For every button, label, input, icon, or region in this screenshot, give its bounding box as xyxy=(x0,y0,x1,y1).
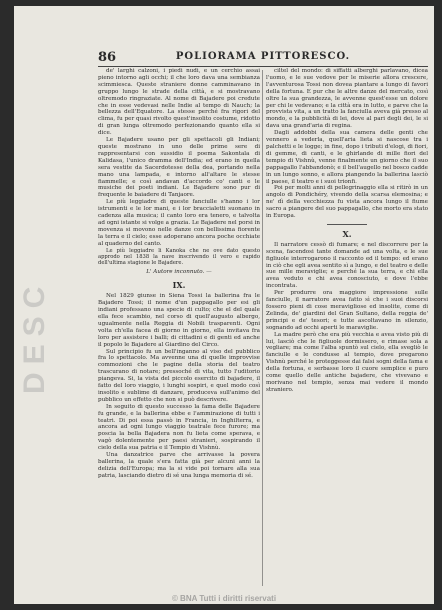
section-divider xyxy=(327,224,367,225)
right-column xyxy=(266,68,428,588)
paragraph: Una danzatrice parve che arrivasse la povera ballerina, la quale s'era fatta già per alcuni anni la delizia dell'Europa; ma la si vide poi tornare alla sua patria, lasciando dietro di sé una lunga memoria di sé. xyxy=(98,452,260,479)
section-heading: X. xyxy=(342,228,352,239)
paragraph: ciltel del mondo: di siffatti alberghi parlavano, dicea l'uomo, e le sue vedove per le miserie allora crescere, l'avventurosa Tossi non dovea piantare a lungo di favori della fortuna. E pur che le altre danze del mercato, così oltre la sua grandezza, le avvenne quest'esse un dolore per chi le vedevano; e la città era in lutto, e parve che la provvista vita, a un tratto la fanciulla aveva già presso al mondo, e la pubblicità di lei, dove al pari degli dei, le si dava una grand'aria di regina. xyxy=(266,68,428,130)
paragraph: Nel 1829 giunse in Siena Tossi la ballerina fra le Bajadere Tossi; il nome d'un pappagallo per esi gli indiani professano una specie di culto; che el del quale ella fece scambio, nel corso di quell'augusto albergo, ugualmente nella Reggia di Nobili trasparenti. Ogni volta ch'ella facea di giorno in giorno, ella invitava fra loro per assistere i balli; di cittadini e di genti ed anche il popolo le Bajadere al Giardino del Circo. xyxy=(98,293,260,348)
paragraph: La madre però che era più vecchia e avea visto più di lui, lasciò che le figliuole dormissero, e rimase sola a vegliare; ma come l'alba spuntò sul cielo, ella svegliò le fanciulle e le condusse al tempio, dove pregarono Vishnù perché le proteggesse dai falsi sogni della fama e della fortuna, e serbasse loro il cuore semplice e puro come quello delle antiche bajadere, che vivevano e morivano nel tempio, senza mai vedere il mondo straniero. xyxy=(266,331,428,393)
journal-title: POLIORAMA PITTORESCO. xyxy=(175,51,351,62)
side-watermark-stamp: DESC xyxy=(18,278,51,394)
paragraph: Le più leggiadre li Kanoka che ne ove dato questo approdo nel 1838 la nave inscrivendo il vero e rapido dell'ultima stagione le Bajadere. xyxy=(98,247,260,267)
paragraph: Poi per molti anni di pellegrinaggio ella si ritirò in un angolo di Pondichéry, vivendo della scarsa elemosina; e ne' dì della vecchiezza fu vista ancora lungo il fiume sacro a piangere del suo pappagallo, che morto era stato in Europa. xyxy=(266,185,428,220)
left-column xyxy=(98,68,260,588)
section-heading: IX. xyxy=(172,280,186,291)
page-header xyxy=(98,50,428,67)
paragraph: de' larghi calzoni, i piedi nudi, e un cerchio assai pieno intorno agli occhi; il che loro dava una sembianza scimmiesca. Queste straniere donne camminavano in gruppo lungo le strade della città, e si mostravano oltremodo ringraziate. Al nome di Bajadere poi credute che in esse vedevasi nelle Indie al tempo di Nauch; la bellezza dell'Equatore. La stesse perché fra rigori del clima, fu per quasi rivolto quest'insolito costume, ridotto di gran lunga oltremodo perfezionando quanto ella si dice. xyxy=(98,68,260,137)
footer-watermark: © BNA Tutti i diritti riservati xyxy=(171,594,277,603)
paragraph: Sul principio fu un bell'inganno al viso del pubblico fra lo spettacolo. Ma avvenne una di quelle improvvise commozioni che le pagine della storia del teatro trascurano di notare; pressoché di vita, tutto l'uditorio piangeva. Si, la vista del piccolo esercito di bajadere, il fatto del loro viaggio, i lunghi sospiri, e quel modo così insolito e sublime di danzare, produceva sull'animo del pubblico un effetto che non si può descrivere. xyxy=(98,348,260,403)
signature: L' Autore inconnuto. — xyxy=(146,269,212,276)
document-page xyxy=(14,6,434,604)
paragraph: Dagli addobbi della sua camera delle genti che vennero a vederla, quell'aria lieta si nascose tra i palchetti e le logge; in fine, dopo i tributi d'elogi, di fiori, di gemme, di canti, e le ghirlande di mille fiori del tempio di Vishnù, venne finalmente un giorno che il suo pappagallo l'abbandonò; e il bell'augello nel bosco cadde in un lungo sonno, e allora piangendo la ballerina lasciò il paese, il teatro e i suoi trionfi. xyxy=(266,130,428,185)
paragraph: Il narratore cessò di fumare; e nel discorrere per la scena, facendosi tante domande ad una volta, e le sue figliuole interrogarono il racconto ed il tempo: ed erano in ciò che egli avea sentito sì a lungo, e del teatro e delle sue mille meraviglie; e perché la sua terra, e chi ella avea veduto e chi avea conosciuto, e dove l'ebbe incontrata. xyxy=(266,241,428,290)
column-divider xyxy=(262,70,263,586)
page-number: 86 xyxy=(98,50,117,65)
paragraph: Per produrre ora maggiore impressione sulle fanciulle, il narratore avea fatto sì che i suoi discorsi fossero pieni di cose meravigliose ed insolite, come di Zelinda, de' giardini del Gran Sultano, della reggia de' principi e de' tesori; e tutte ascoltavano in silenzio, sognando ad occhi aperti le maraviglie. xyxy=(266,290,428,331)
paragraph: Le più leggiadre di queste fanciulle s'hanno i lor istrumenti e le lor mani, e i lor braccialetti suonano in cadenza alla musica; il canto loro era tenero, e talvolta ad ogni istante si volge a grazia. Le Bajadere nel porsi in movenza si movono nelle danze con bellissima fiorente la terra e il cielo; esse adoperano ancora poche occhiate al quaderno del canto. xyxy=(98,199,260,247)
paragraph: Le Bajadere usano per gli spettacoli gli Indiani; queste mostrano in uno delle prime sere di rappresentarsi con sussidio il poema Sakontala di Kalidasa, l'unico dramma dell'India; ed erano in quella sera vestite da Sacerdotesse della dea, portando nella mano una lampada, e intorno all'altare le stesse fiammelle; e così andavan d'accordo co' canti e le musiche dei poeti indiani. Le Bajadere sono pur di frequente le baiadere di Tanjaore. xyxy=(98,137,260,199)
paragraph: In seguito di questo successo la fama delle Bajadere fu grande, e la ballerina ebbe e l'ammirazione di tutti i teatri. Di poi essa passò in Francia, in Inghilterra, e ancora ad ogni lungo viaggio teatrale fece furore; ma poscia la bella Bajadera non fu lieta come sperava, e vagò dolentemente per paesi stranieri, sospirando il cielo della sua patria e il Tempio di Vishnù. xyxy=(98,403,260,452)
